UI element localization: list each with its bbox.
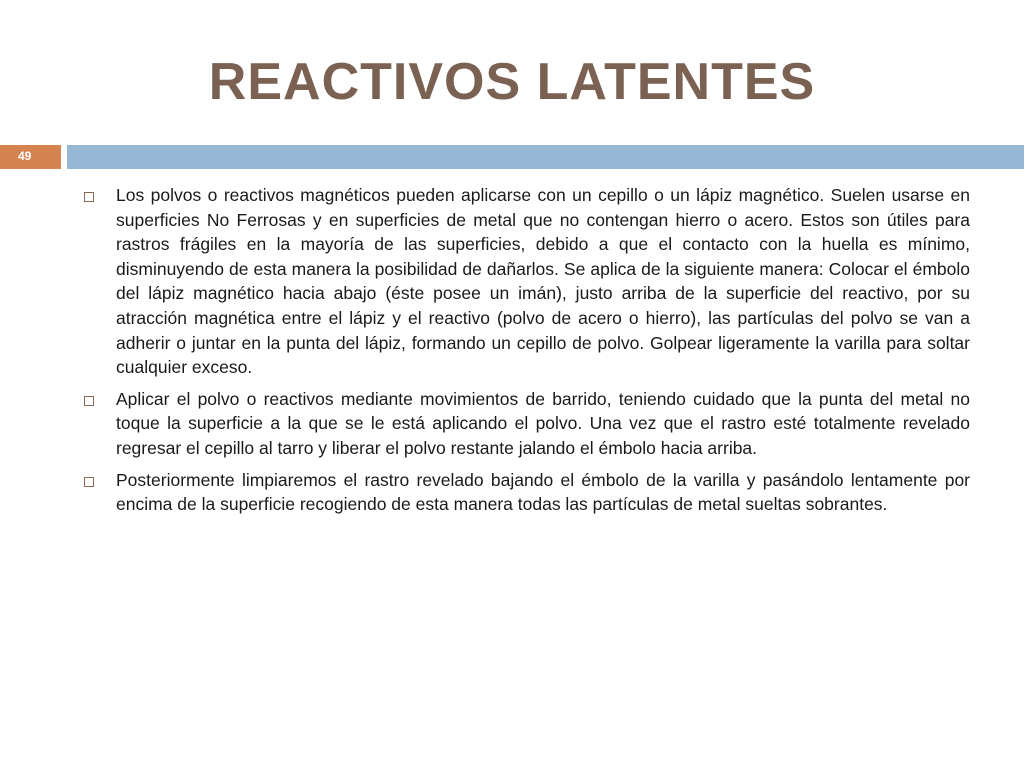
bullet-text: Posteriormente limpiaremos el rastro revelado bajando el émbolo de la varilla y pasándolo lentamente por encima de la superficie recogiendo de esta manera todas las partículas de metal sueltas sobrantes.	[116, 469, 970, 515]
bullet-list	[80, 183, 970, 524]
page-number-badge: 49	[0, 145, 61, 169]
bullet-item-1	[80, 183, 970, 380]
bullet-item-3	[80, 468, 970, 517]
square-bullet-icon	[84, 192, 94, 202]
slide-title: REACTIVOS LATENTES	[208, 53, 816, 111]
header-bar	[67, 145, 1024, 169]
bullet-item-2	[80, 387, 970, 461]
bullet-text: Los polvos o reactivos magnéticos pueden aplicarse con un cepillo o un lápiz magnético. Suelen usarse en superficies No Ferrosas y en superficies de metal que no contengan hierro o acero. Estos son útiles para rastros frágiles en la mayoría de las superficies, debido a que el contacto con la huella es mínimo, disminuyendo de esta manera la posibilidad de dañarlos. Se aplica de la siguiente manera: Colocar el émbolo del lápiz magnético hacia abajo (éste posee un imán), justo arriba de la superficie del reactivo, por su atracción magnética entre el lápiz y el reactivo (polvo de acero o hierro), las partículas del polvo se van a adherir o juntar en la punta del lápiz, formando un cepillo de polvo. Golpear ligeramente la varilla para soltar cualquier exceso.	[116, 185, 970, 378]
square-bullet-icon	[84, 396, 94, 406]
bullet-text: Aplicar el polvo o reactivos mediante movimientos de barrido, teniendo cuidado que la punta del metal no toque la superficie a la que se le está aplicando el polvo. Una vez que el rastro esté totalmente revelado regresar el cepillo al tarro y liberar el polvo restante jalando el émbolo hacia arriba.	[116, 388, 970, 458]
square-bullet-icon	[84, 477, 94, 487]
